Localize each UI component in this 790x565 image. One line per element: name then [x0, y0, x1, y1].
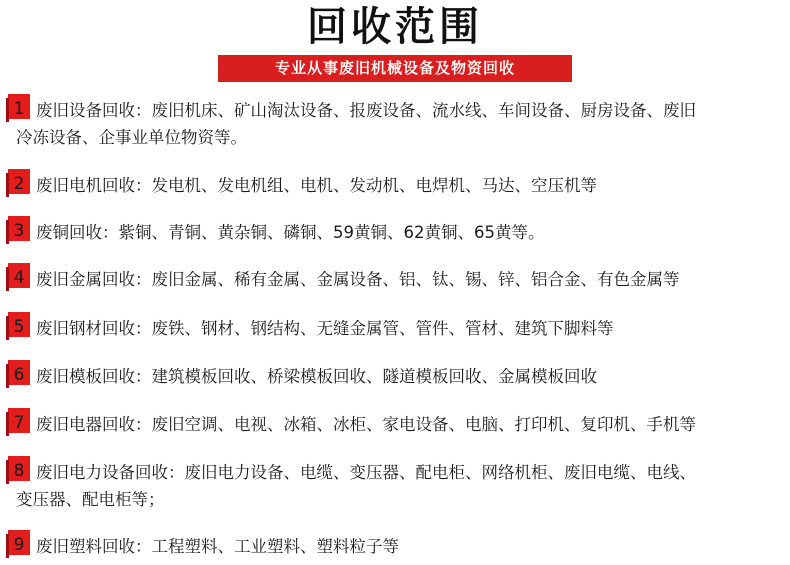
page-title: 回收范围: [307, 4, 483, 50]
item-number-badge: 1: [6, 94, 32, 122]
item-number-badge: 9: [6, 530, 32, 558]
item-text: 废旧电力设备回收：废旧电力设备、电缆、变压器、配电柜、网络机柜、废旧电缆、电线、: [36, 463, 696, 482]
item-text: 废旧金属回收：废旧金属、稀有金属、金属设备、铝、钛、锡、锌、铝合金、有色金属等: [36, 270, 680, 289]
subtitle-banner: 专业从事废旧机械设备及物资回收: [218, 55, 572, 82]
item-text: 废旧电器回收：废旧空调、电视、冰箱、冰柜、家电设备、电脑、打印机、复印机、手机等: [36, 415, 696, 434]
item-text: 废旧塑料回收：工程塑料、工业塑料、塑料粒子等: [36, 537, 399, 556]
item-number-badge: 4: [6, 263, 32, 291]
item-text: 废旧模板回收：建筑模板回收、桥梁模板回收、隧道模板回收、金属模板回收: [36, 367, 597, 386]
item-number-badge: 3: [6, 216, 32, 244]
item-text-continued: 冷冻设备、企事业单位物资等。: [16, 128, 247, 147]
item-text-continued: 变压器、配电柜等；: [16, 490, 165, 509]
item-number-badge: 2: [6, 169, 32, 197]
item-number-badge: 6: [6, 360, 32, 388]
item-text: 废旧电机回收：发电机、发电机组、电机、发动机、电焊机、马达、空压机等: [36, 176, 597, 195]
item-text: 废旧钢材回收：废铁、钢材、钢结构、无缝金属管、管件、管材、建筑下脚料等: [36, 319, 614, 338]
item-number-badge: 8: [6, 456, 32, 484]
item-text: 废旧设备回收：废旧机床、矿山淘汰设备、报废设备、流水线、车间设备、厨房设备、废旧: [36, 101, 696, 120]
item-text: 废铜回收：紫铜、青铜、黄杂铜、磷铜、59黄铜、62黄铜、65黄等。: [36, 223, 545, 242]
item-number-badge: 5: [6, 312, 32, 340]
item-number-badge: 7: [6, 408, 32, 436]
